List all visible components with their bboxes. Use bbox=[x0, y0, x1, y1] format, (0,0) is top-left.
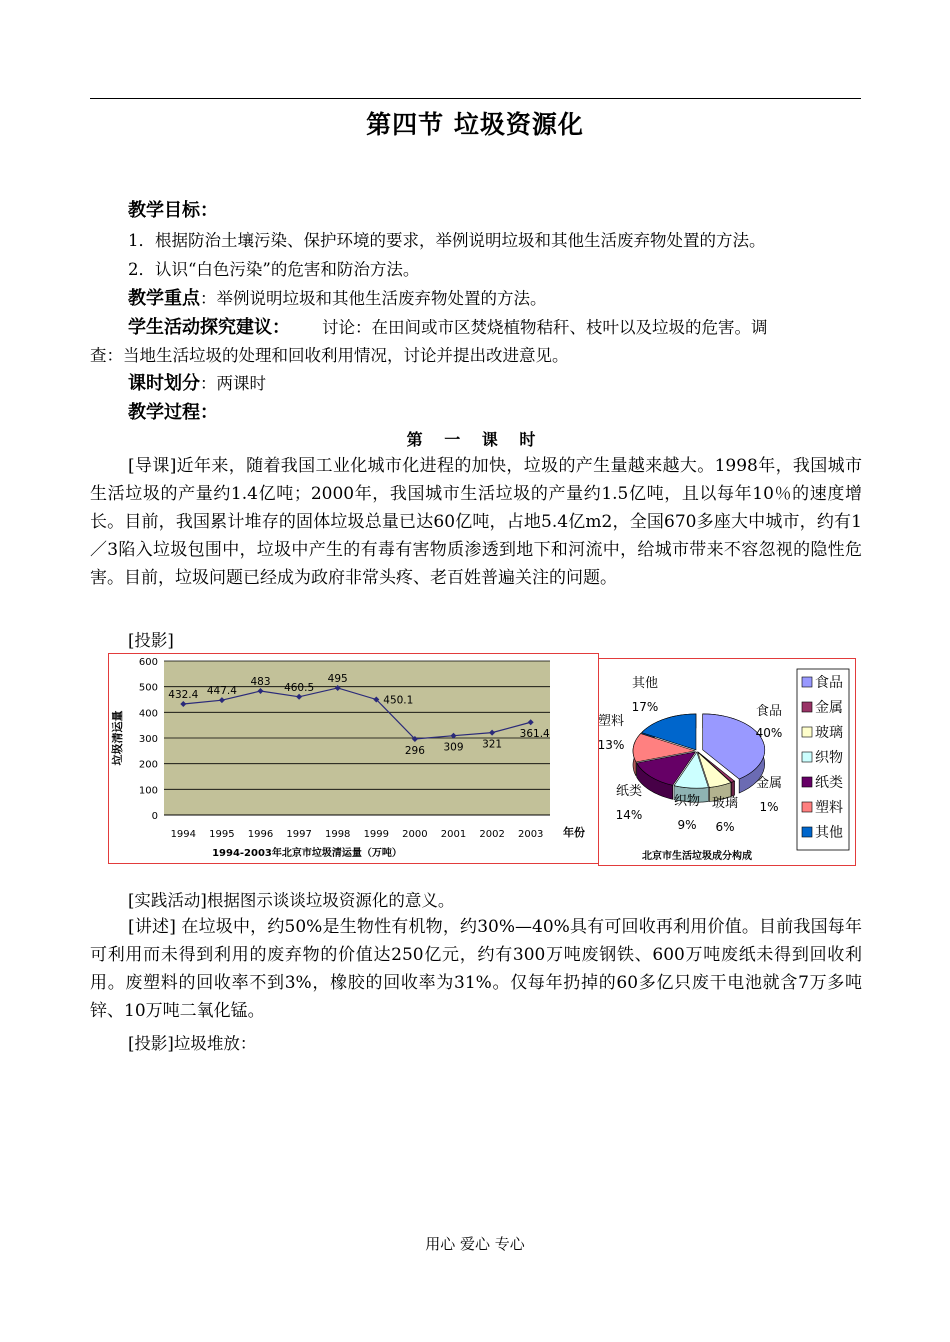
pie-value-label: 14% bbox=[615, 808, 643, 822]
lecture-paragraph: [讲述] 在垃圾中，约50%是生物性有机物，约30%—40%具有可回收再利用价值。目前我国每年可利用而未得到利用的废弃物的价值达250亿元，约有300万吨废钢铁、600万吨废纸未得到回收利用。废塑料的回收率不到3%，橡胶的回收率为31%。仅每年扔掉的60多亿只废干电池就含7万多吨锌、10万吨二氧化锰。 bbox=[90, 917, 862, 1021]
legend-label: 塑料 bbox=[815, 800, 843, 816]
legend-swatch bbox=[802, 827, 812, 837]
pie-label: 玻璃 bbox=[711, 796, 739, 811]
legend-swatch bbox=[802, 752, 812, 762]
y-tick-label: 200 bbox=[138, 759, 158, 771]
pie-value-label: 17% bbox=[631, 700, 659, 714]
x-tick-label: 1999 bbox=[363, 829, 390, 840]
legend-label: 纸类 bbox=[815, 775, 843, 791]
objective-2: 2．认识“白色污染”的危害和防治方法。 bbox=[128, 260, 420, 279]
x-tick-label: 1996 bbox=[247, 829, 274, 840]
pie-value-label: 40% bbox=[755, 726, 783, 740]
pie-value-label: 9% bbox=[677, 818, 697, 832]
projection-label: [投影] bbox=[128, 631, 174, 650]
y-tick-label: 600 bbox=[138, 657, 158, 668]
legend-label: 织物 bbox=[815, 750, 843, 766]
x-tick-label: 1994 bbox=[170, 829, 197, 840]
x-tick-label: 2000 bbox=[402, 829, 428, 840]
data-label: 309 bbox=[443, 741, 464, 754]
pie-label: 织物 bbox=[673, 794, 701, 809]
projection-piles: [投影]垃圾堆放： bbox=[128, 1034, 257, 1053]
pie-value-label: 13% bbox=[599, 738, 625, 752]
pie-value-label: 1% bbox=[759, 800, 779, 814]
periods: 课时划分：两课时 bbox=[128, 373, 266, 394]
data-label: 296 bbox=[404, 745, 425, 758]
legend-swatch bbox=[802, 677, 812, 687]
y-tick-label: 500 bbox=[138, 682, 158, 694]
page-footer: 用心 爱心 专心 bbox=[425, 1235, 525, 1253]
y-tick-label: 100 bbox=[138, 785, 158, 797]
activity-line-2: 查：当地生活垃圾的处理和回收利用情况，讨论并提出改进意见。 bbox=[90, 346, 569, 365]
pie-label: 其他 bbox=[631, 676, 659, 691]
data-label: 361.4 bbox=[519, 728, 550, 741]
legend-swatch bbox=[802, 802, 812, 812]
legend-label: 金属 bbox=[815, 700, 843, 716]
data-label: 495 bbox=[327, 672, 348, 685]
pie-chart bbox=[599, 659, 855, 865]
legend-label: 玻璃 bbox=[815, 725, 843, 741]
line-chart bbox=[109, 654, 598, 863]
y-tick-label: 0 bbox=[151, 811, 158, 822]
pie-label: 食品 bbox=[755, 704, 783, 719]
practice-activity: [实践活动]根据图示谈谈垃圾资源化的意义。 bbox=[128, 891, 455, 910]
data-label: 321 bbox=[482, 738, 503, 751]
x-tick-label: 2003 bbox=[517, 829, 544, 840]
legend-label: 食品 bbox=[815, 675, 843, 691]
pie-label: 塑料 bbox=[599, 714, 625, 729]
legend-swatch bbox=[802, 702, 812, 712]
y-tick-label: 400 bbox=[138, 708, 158, 720]
objectives-heading: 教学目标： bbox=[128, 200, 218, 221]
pie-label: 纸类 bbox=[615, 784, 643, 799]
activity-line-1: 学生活动探究建议： 讨论：在田间或市区焚烧植物秸秆、枝叶以及垃圾的危害。调 bbox=[128, 317, 768, 338]
y-axis-label: 垃圾清运量 bbox=[111, 710, 124, 766]
x-tick-label: 2001 bbox=[440, 829, 467, 840]
data-label: 460.5 bbox=[284, 681, 315, 694]
key-point: 教学重点：举例说明垃圾和其他生活废弃物处置的方法。 bbox=[128, 288, 547, 309]
intro-paragraph: [导课]近年来，随着我国工业化城市化进程的加快，垃圾的产生量越来越大。1998年，我国城市生活垃圾的产量约1.4亿吨；2000年，我国城市生活垃圾的产量约1.5亿吨，且以每年10％的速度增长。目前，我国累计堆存的固体垃圾总量已达60亿吨，占地5.4亿m2，全国670多座大中城市，约有1／3陷入垃圾包围中，垃圾中产生的有毒有害物质渗透到地下和河流中，给城市带来不容忽视的隐性危害。目前，垃圾问题已经成为政府非常头疼、老百姓普遍关注的问题。 bbox=[90, 456, 862, 588]
header-rule bbox=[90, 98, 861, 99]
pie-chart-frame bbox=[598, 658, 856, 866]
data-label: 483 bbox=[250, 676, 271, 689]
chart-title: 1994-2003年北京市垃圾清运量（万吨） bbox=[212, 848, 402, 859]
legend-swatch bbox=[802, 777, 812, 787]
pie-label: 金属 bbox=[755, 776, 783, 791]
pie-value-label: 6% bbox=[715, 820, 735, 834]
legend-label: 其他 bbox=[815, 825, 843, 841]
data-label: 447.4 bbox=[206, 685, 237, 698]
x-tick-label: 1995 bbox=[209, 829, 235, 840]
pie-slice-side bbox=[731, 781, 734, 796]
lesson-title: 第 一 课 时 bbox=[406, 430, 544, 449]
x-tick-label: 2002 bbox=[479, 829, 505, 840]
legend-swatch bbox=[802, 727, 812, 737]
x-tick-label: 1997 bbox=[286, 829, 312, 840]
line-chart-frame bbox=[108, 653, 599, 864]
y-tick-label: 300 bbox=[138, 734, 158, 745]
data-label: 450.1 bbox=[383, 694, 414, 707]
data-label: 432.4 bbox=[168, 689, 199, 702]
objective-1: 1．根据防治土壤污染、保护环境的要求，举例说明垃圾和其他生活废弃物处置的方法。 bbox=[128, 231, 766, 250]
process-heading: 教学过程： bbox=[128, 402, 218, 423]
x-axis-label: 年份 bbox=[563, 826, 585, 839]
pie-chart-title: 北京市生活垃圾成分构成 bbox=[642, 851, 752, 862]
page-title: 第四节 垃圾资源化 bbox=[366, 110, 584, 139]
x-tick-label: 1998 bbox=[324, 829, 351, 840]
